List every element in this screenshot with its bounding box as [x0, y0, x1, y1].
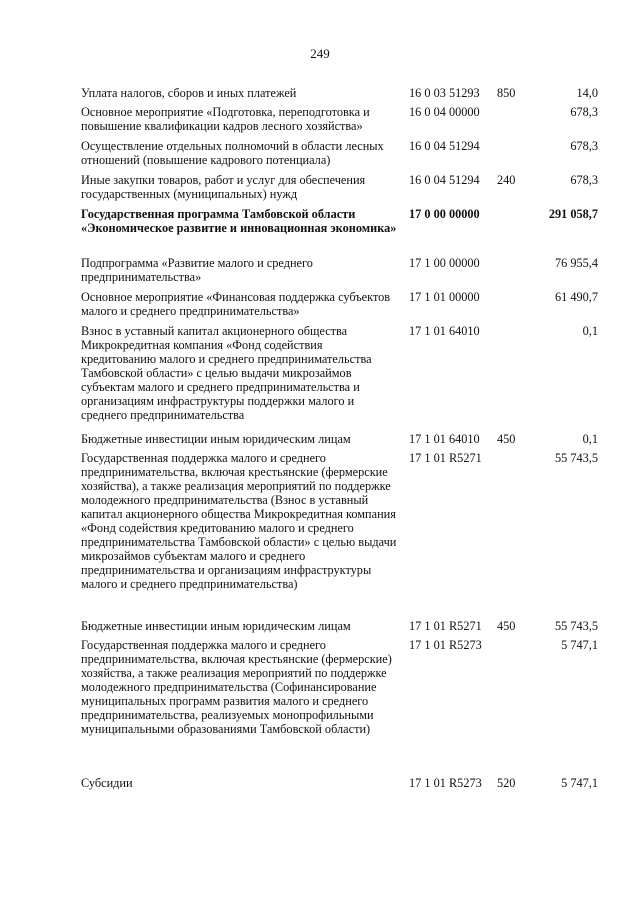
- row-name: Государственная поддержка малого и среднего предпринимательства, включая крестьянские (фермерские) хозяйства, а также реализация мероприятий по поддержке молодежного предпринимательства (Софинансирование муниципальных программ развития малого и среднего предпринимательства, реализуемых монопрофильными муниципальными образованиями Тамбовской области): [81, 638, 392, 736]
- row-code: 17 1 01 64010: [409, 432, 480, 446]
- row-amount: 55 743,5: [554, 619, 598, 633]
- row-expense-type: 240: [497, 173, 516, 187]
- row-code: 17 1 01 R5271: [409, 619, 482, 633]
- row-code: 17 1 01 R5273: [409, 638, 482, 652]
- row-code: 17 1 01 R5271: [409, 451, 482, 465]
- row-amount: 76 955,4: [554, 256, 598, 270]
- row-name: Взнос в уставный капитал акционерного общества Микрокредитная компания «Фонд содействия кредитованию малого и среднего предпринимательства Тамбовской области» с целью выдачи микрозаймов субъектам малого и среднего предпринимательства и организациям инфраструктуры поддержки малого и среднего предпринимательства: [81, 324, 372, 422]
- row-name: Осуществление отдельных полномочий в области лесных отношений (повышение кадрового потенциала): [81, 139, 384, 167]
- row-amount: 678,3: [570, 105, 598, 119]
- row-name: Основное мероприятие «Финансовая поддержка субъектов малого и среднего предпринимательства»: [81, 290, 391, 318]
- row-code: 17 1 01 64010: [409, 324, 480, 338]
- row-expense-type: 850: [497, 86, 516, 100]
- row-expense-type: 450: [497, 432, 516, 446]
- row-code: 17 1 01 00000: [409, 290, 480, 304]
- row-amount: 0,1: [582, 324, 598, 338]
- row-name: Подпрограмма «Развитие малого и среднего предпринимательства»: [81, 256, 313, 284]
- row-name: Иные закупки товаров, работ и услуг для обеспечения государственных (муниципальных) нужд: [81, 173, 366, 201]
- row-expense-type: 520: [497, 776, 516, 790]
- row-name: Уплата налогов, сборов и иных платежей: [81, 86, 297, 100]
- row-amount: 678,3: [570, 173, 598, 187]
- row-amount: 61 490,7: [554, 290, 598, 304]
- row-code: 16 0 04 51294: [409, 139, 480, 153]
- row-name: Бюджетные инвестиции иным юридическим лицам: [81, 619, 351, 633]
- row-amount: 0,1: [582, 432, 598, 446]
- row-code: 16 0 03 51293: [409, 86, 480, 100]
- row-name: Субсидии: [81, 776, 133, 790]
- row-name: Основное мероприятие «Подготовка, переподготовка и повышение квалификации кадров лесного хозяйства»: [81, 105, 370, 133]
- row-amount: 55 743,5: [554, 451, 598, 465]
- row-code: 17 1 01 R5273: [409, 776, 482, 790]
- row-amount: 291 058,7: [548, 207, 598, 221]
- row-expense-type: 450: [497, 619, 516, 633]
- row-name: Государственная программа Тамбовской области «Экономическое развитие и инновационная экономика»: [81, 207, 397, 235]
- page-number: 249: [310, 46, 330, 61]
- row-name: Государственная поддержка малого и среднего предпринимательства, включая крестьянские (фермерские хозяйства), а также реализация мероприятий по поддержке молодежного предпринимательства (Взнос в уставный капитал акционерного общества Микрокредитная компания «Фонд содействия кредитованию малого и среднего предпринимательства Тамбовской области» с целью выдачи микрозаймов субъектам малого и среднего предпринимательства и организациям инфраструктуры малого и среднего предпринимательства): [81, 451, 397, 591]
- row-code: 16 0 04 00000: [409, 105, 480, 119]
- row-code: 16 0 04 51294: [409, 173, 480, 187]
- row-amount: 5 747,1: [561, 638, 598, 652]
- row-code: 17 0 00 00000: [409, 207, 480, 221]
- row-amount: 678,3: [570, 139, 598, 153]
- row-name: Бюджетные инвестиции иным юридическим лицам: [81, 432, 351, 446]
- row-amount: 14,0: [576, 86, 598, 100]
- row-code: 17 1 00 00000: [409, 256, 480, 270]
- row-amount: 5 747,1: [561, 776, 598, 790]
